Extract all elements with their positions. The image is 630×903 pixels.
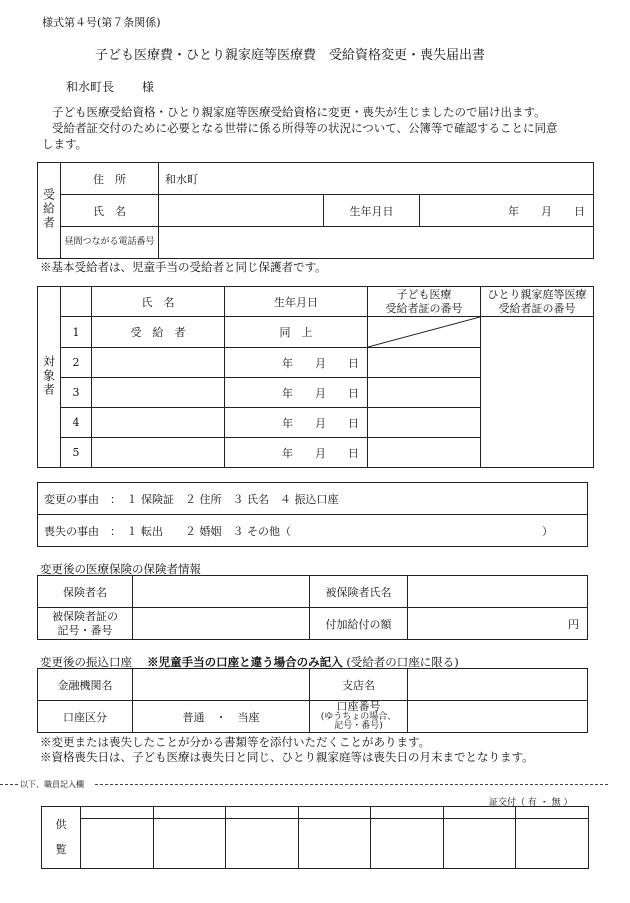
form-number: 様式第４号(第７条関係)	[42, 16, 161, 29]
phone-field[interactable]	[159, 227, 594, 259]
insured-name-label: 被保険者氏名	[310, 576, 408, 608]
extra-benefit-label: 付加給付の額	[310, 608, 408, 640]
stamp-cell[interactable]	[371, 819, 444, 869]
phone-label: 昼間つながる電話番号	[61, 227, 159, 259]
account-type-field[interactable]: 普通 ・ 当座	[133, 701, 310, 733]
name-label: 氏 名	[61, 195, 159, 227]
stamp-cell[interactable]	[226, 819, 299, 869]
account-number-label-main: 口座番号	[336, 700, 381, 713]
row-child-cert-slash	[368, 317, 481, 348]
page-title: 子ども医療費・ひとり親家庭等医療費 受給資格変更・喪失届出書	[95, 48, 486, 63]
row-dob[interactable]: 年 月 日	[225, 438, 368, 468]
row-dob[interactable]: 年 月 日	[225, 378, 368, 408]
branch-field[interactable]	[408, 669, 588, 701]
targets-no-header	[61, 287, 92, 317]
intro-line-3: します。	[42, 137, 88, 151]
col-child-cert-header: 子ども医療 受給者証の番号	[368, 287, 481, 317]
dob-label: 生年月日	[324, 195, 420, 227]
row-number: 3	[61, 378, 92, 408]
loss-reason[interactable]	[38, 515, 588, 547]
row-child-cert[interactable]	[368, 438, 481, 468]
recipient-table	[37, 162, 594, 259]
staff-divider-label: 以下、職員記入欄	[20, 780, 84, 789]
recipient-note: ※基本受給者は、児童手当の受給者と同じ保護者です。	[40, 260, 327, 274]
cert-label: 被保険者証の 記号・番号	[38, 608, 133, 640]
reasons-box	[37, 482, 588, 547]
name-field[interactable]	[159, 195, 324, 227]
single-cert-field[interactable]	[481, 317, 594, 468]
row-name[interactable]	[92, 438, 225, 468]
row-number: 2	[61, 348, 92, 378]
row-child-cert[interactable]	[368, 348, 481, 378]
target-row	[38, 317, 594, 348]
address-field[interactable]: 和水町	[159, 163, 594, 195]
account-heading-note: ※児童手当の口座と違う場合のみ記入	[147, 655, 343, 669]
bank-field[interactable]	[133, 669, 310, 701]
branch-label: 支店名	[310, 669, 408, 701]
stamp-cell[interactable]	[298, 819, 371, 869]
cert-field[interactable]	[133, 608, 310, 640]
account-type-label: 口座区分	[38, 701, 133, 733]
circulation-label: 供 覧	[42, 807, 81, 869]
insurance-heading: 変更後の医療保険の保険者情報	[40, 562, 201, 576]
staff-divider-left	[0, 784, 18, 785]
row-number: 1	[61, 317, 92, 348]
stamp-header	[298, 807, 371, 819]
stamp-cell[interactable]	[81, 819, 154, 869]
row-number: 4	[61, 408, 92, 438]
account-heading-paren: (受給者の口座に限る)	[346, 655, 459, 669]
insurer-label: 保険者名	[38, 576, 133, 608]
insurer-field[interactable]	[133, 576, 310, 608]
loss-reason-close: ）	[542, 525, 553, 538]
stamp-cell[interactable]	[516, 819, 589, 869]
address-label: 住 所	[61, 163, 159, 195]
row-dob[interactable]: 年 月 日	[225, 408, 368, 438]
stamp-header	[226, 807, 299, 819]
account-heading-text: 変更後の振込口座	[40, 655, 132, 669]
row-name[interactable]	[92, 408, 225, 438]
targets-table	[37, 286, 594, 468]
bank-label: 金融機関名	[38, 669, 133, 701]
stamp-cell[interactable]	[443, 819, 516, 869]
account-number-field[interactable]	[408, 701, 588, 733]
change-reason[interactable]: 変更の事由 ： １ 保険証 ２ 住所 ３ 氏名 ４ 振込口座	[38, 483, 588, 515]
row-name: 受 給 者	[92, 317, 225, 348]
row-number: 5	[61, 438, 92, 468]
insurance-table	[37, 575, 588, 640]
stamp-header	[81, 807, 154, 819]
addressee: 和水町長 様	[66, 80, 154, 94]
diagonal-slash	[368, 317, 480, 347]
intro-line-2: 受給者証交付のために必要となる世帯に係る所得等の状況について、公簿等で確認することに同意	[52, 121, 558, 135]
cert-issue[interactable]: 証交付（ 有 ・ 無 ）	[489, 798, 573, 808]
row-child-cert[interactable]	[368, 408, 481, 438]
account-table	[37, 668, 588, 733]
stamp-header	[516, 807, 589, 819]
intro-line-1: 子ども医療受給資格・ひとり親家庭等医療受給資格に変更・喪失が生じましたので届け出ます。	[52, 105, 546, 119]
note-1: ※変更または喪失したことが分かる書類等を添付いただくことがあります。	[40, 735, 431, 749]
account-number-label	[310, 701, 408, 733]
extra-benefit-field[interactable]: 円	[408, 608, 588, 640]
recipient-section-label: 受給者	[38, 163, 61, 259]
loss-reason-text: 喪失の事由 ： １ 転出 ２ 婚姻 ３ その他（	[44, 524, 291, 538]
note-2: ※資格喪失日は、子ども医療は喪失日と同じ、ひとり親家庭等は喪失日の月末までとなります。	[40, 750, 534, 764]
col-dob-header: 生年月日	[225, 287, 368, 317]
dob-field[interactable]: 年 月 日	[420, 195, 594, 227]
row-name[interactable]	[92, 348, 225, 378]
insured-name-field[interactable]	[408, 576, 588, 608]
stamp-header	[153, 807, 226, 819]
targets-section-label: 対象者	[38, 287, 61, 468]
col-name-header: 氏 名	[92, 287, 225, 317]
col-single-cert-header: ひとり親家庭等医療 受給者証の番号	[481, 287, 594, 317]
row-child-cert[interactable]	[368, 378, 481, 408]
account-number-label-sub: (ゆうちょの場合、 記号・番号)	[320, 711, 397, 732]
stamp-header	[443, 807, 516, 819]
staff-divider-right	[95, 784, 608, 785]
row-dob[interactable]: 年 月 日	[225, 348, 368, 378]
stamp-cell[interactable]	[153, 819, 226, 869]
stamp-header	[371, 807, 444, 819]
row-dob: 同 上	[225, 317, 368, 348]
row-name[interactable]	[92, 378, 225, 408]
circulation-table	[41, 806, 589, 869]
